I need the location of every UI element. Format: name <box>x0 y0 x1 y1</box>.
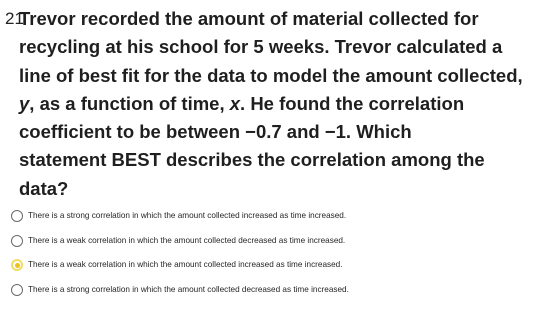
answer-choice-label: There is a weak correlation in which the amount collected increased as time increased. <box>28 260 343 270</box>
question-text <box>19 5 534 203</box>
variable-y: y <box>19 92 30 114</box>
radio-button[interactable] <box>11 210 23 222</box>
answer-choice-label: There is a strong correlation in which the amount collected increased as time increased. <box>28 211 347 221</box>
radio-button[interactable] <box>11 235 23 247</box>
answer-choice-label: There is a weak correlation in which the amount collected decreased as time increased. <box>28 235 346 245</box>
question-line-4-mid: , as a function of time, <box>29 92 230 114</box>
question-line-4-end: . He found the correlation <box>240 92 465 114</box>
question-line-7: data? <box>19 177 69 199</box>
question-line-6: statement BEST describes the correlation among the <box>19 149 485 171</box>
question-number: 21 <box>5 9 24 28</box>
answer-choice-4[interactable] <box>11 278 531 303</box>
question-line-1: Trevor recorded the amount of material collected for <box>19 8 479 29</box>
variable-x: x <box>229 92 241 114</box>
answer-choices <box>11 204 531 302</box>
answer-choice-3[interactable] <box>11 253 531 278</box>
radio-button[interactable] <box>11 259 23 271</box>
question-line-3: line of best fit for the data to model the amount collected, <box>19 64 523 86</box>
answer-choice-1[interactable] <box>11 204 531 229</box>
answer-choice-2[interactable] <box>11 229 531 254</box>
answer-choice-label: There is a strong correlation in which the amount collected decreased as time increased. <box>28 284 349 294</box>
question-line-5: coefficient to be between −0.7 and −1. Which <box>19 121 412 143</box>
radio-button[interactable] <box>11 284 23 296</box>
question-line-2: recycling at his school for 5 weeks. Trevor calculated a <box>19 36 503 58</box>
